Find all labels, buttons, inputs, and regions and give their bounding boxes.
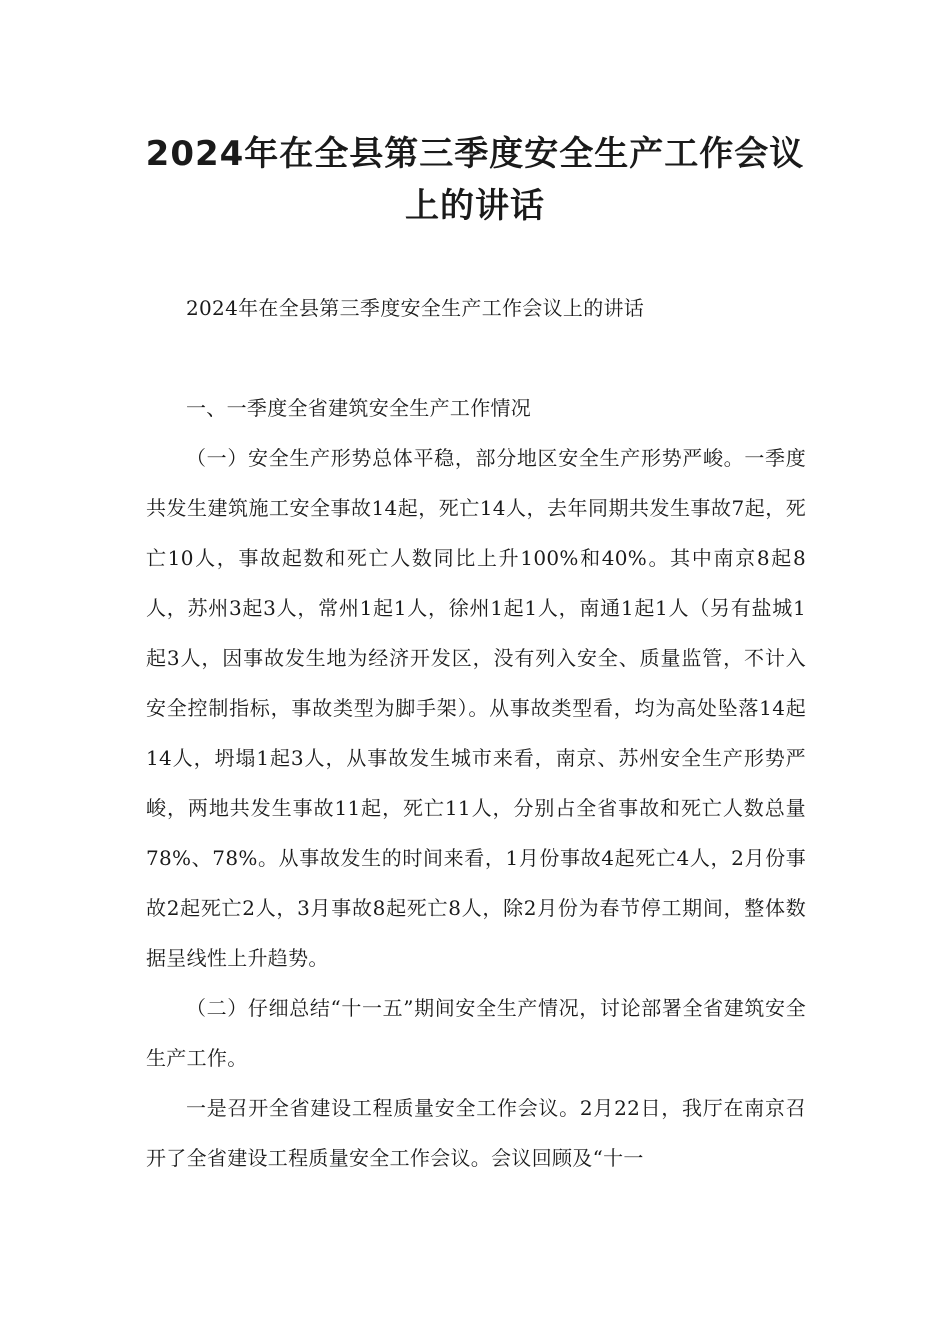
body-paragraph: （二）仔细总结“十一五”期间安全生产情况，讨论部署全省建筑安全生产工作。: [146, 996, 806, 1070]
body-paragraph: （一）安全生产形势总体平稳，部分地区安全生产形势严峻。一季度共发生建筑施工安全事故14起，死亡14人，去年同期共发生事故7起，死亡10人，事故起数和死亡人数同比上升100%和40%。其中南京8起8人，苏州3起3人，常州1起1人，徐州1起1人，南通1起1人（另有盐城1起3人，因事故发生地为经济开发区，没有列入安全、质量监管，不计入安全控制指标，事故类型为脚手架）。从事故类型看，均为高处坠落14起14人，坍塌1起3人，从事故发生城市来看，南京、苏州安全生产形势严峻，两地共发生事故11起，死亡11人，分别占全省事故和死亡人数总量78%、78%。从事故发生的时间来看，1月份事故4起死亡4人，2月份事故2起死亡2人，3月事故8起死亡8人，除2月份为春节停工期间，整体数据呈线性上升趋势。: [146, 446, 806, 970]
document-title: 2024年在全县第三季度安全生产工作会议上的讲话: [145, 134, 805, 226]
body-paragraph: 一是召开全省建设工程质量安全工作会议。2月22日，我厅在南京召开了全省建设工程质量安全工作会议。会议回顾及“十一: [146, 1096, 806, 1170]
section-heading: 一、一季度全省建筑安全生产工作情况: [186, 396, 532, 420]
document-body: [146, 283, 806, 1183]
document-subtitle: 2024年在全县第三季度安全生产工作会议上的讲话: [186, 296, 645, 320]
